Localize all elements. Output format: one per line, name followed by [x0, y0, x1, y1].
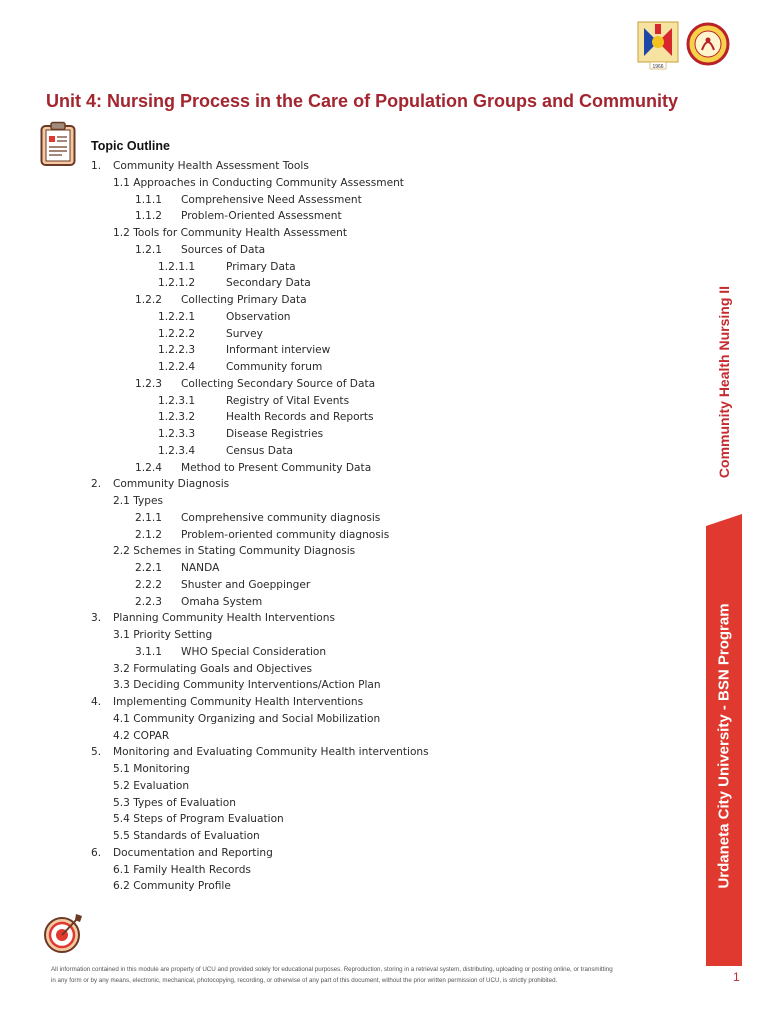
outline-item-number: 1.	[91, 160, 102, 172]
outline-item-text: 1.1 Approaches in Conducting Community Assessment	[113, 176, 404, 189]
outline-item-text: Monitoring and Evaluating Community Health interventions	[113, 746, 429, 759]
outline-item-number: 1.2.1.2	[158, 277, 196, 290]
outline-item-number: 1.2.2.2	[158, 327, 196, 340]
outline-item-text: Primary Data	[226, 260, 296, 273]
outline-item-text: Collecting Primary Data	[181, 294, 307, 306]
outline-item-number: 2.2.3	[135, 595, 162, 608]
outline-item-text: Survey	[226, 327, 263, 340]
outline-item-number: 1.2.2.4	[158, 361, 196, 373]
outline-item-text: NANDA	[181, 562, 220, 574]
outline-item-text: 4.2 COPAR	[113, 729, 170, 742]
outline-item-text: Shuster and Goeppinger	[181, 578, 311, 591]
outline-item-text: Comprehensive community diagnosis	[181, 511, 381, 524]
outline-item-number: 1.2.1.1	[158, 260, 196, 273]
outline-item-number: 1.2.2	[135, 294, 162, 306]
outline-item-text: Community forum	[226, 361, 323, 373]
outline-item-text: 3.2 Formulating Goals and Objectives	[113, 662, 313, 675]
outline-item-number: 1.2.3.2	[158, 411, 196, 424]
outline-item-text: Problem-Oriented Assessment	[181, 210, 342, 223]
outline-item-text: 3.3 Deciding Community Interventions/Action Plan	[113, 679, 381, 692]
outline-item-number: 1.2.2.1	[158, 310, 196, 323]
outline-item-text: Registry of Vital Events	[226, 394, 350, 407]
outline-item-text: Informant interview	[226, 344, 331, 357]
outline-item-text: Omaha System	[181, 595, 263, 608]
outline-item-text: Planning Community Health Interventions	[113, 612, 336, 625]
outline-item-text: 5.5 Standards of Evaluation	[113, 830, 260, 842]
course-title-text: Community Health Nursing II	[716, 285, 732, 479]
outline-item-text: Comprehensive Need Assessment	[181, 193, 362, 206]
outline-item-text: Disease Registries	[226, 428, 324, 440]
notice-line-2: in any form or by any means, electronic, mechanical, photocopying, recording, or otherwise of any part of this document, without the prior written permission of UCU, is strictly prohibited.	[51, 977, 558, 984]
outline-item-text: Sources of Data	[181, 243, 266, 256]
outline-item-number: 3.	[91, 612, 102, 625]
page-number: 1	[733, 970, 740, 984]
outline-item-number: 1.2.3.3	[158, 428, 196, 440]
course-title-vertical	[711, 262, 737, 502]
outline-item-number: 2.2.1	[135, 562, 162, 574]
notice-line-1: All information contained in this module are property of UCU and provided solely for educational purposes. Reproduction, storing in a retrieval system, distributing, uploading or posting online, or transmitting	[51, 966, 613, 973]
outline-item-text: Community Diagnosis	[113, 478, 230, 491]
outline-item-number: 1.2.3	[135, 377, 162, 390]
outline-item-text: Secondary Data	[226, 277, 311, 290]
outline-item-text: Problem-oriented community diagnosis	[181, 528, 390, 541]
header-logos	[636, 16, 730, 72]
outline-item-text: Community Health Assessment Tools	[113, 160, 309, 172]
outline-item-number: 2.1.1	[135, 511, 162, 524]
outline-item-text: 5.1 Monitoring	[113, 763, 190, 775]
outline-item-number: 4.	[91, 696, 102, 708]
outline-item-text: 3.1 Priority Setting	[113, 629, 213, 641]
outline-item-number: 1.1.1	[135, 193, 162, 206]
logo-year: 1966	[652, 64, 664, 70]
outline-item-text: Observation	[226, 310, 291, 323]
unit-title: Unit 4: Nursing Process in the Care of Population Groups and Community	[46, 91, 679, 111]
topic-outline-heading: Topic Outline	[91, 139, 170, 153]
outline-item-text: Implementing Community Health Interventions	[113, 696, 364, 708]
outline-item-text: 2.2 Schemes in Stating Community Diagnosis	[113, 545, 356, 558]
ched-logo-icon	[636, 16, 680, 72]
outline-item-text: 4.1 Community Organizing and Social Mobilization	[113, 712, 381, 725]
outline-item-number: 5.	[91, 746, 102, 759]
outline-item-number: 1.1.2	[135, 210, 162, 223]
outline-item-text: Documentation and Reporting	[113, 846, 273, 859]
outline-item-text: 5.2 Evaluation	[113, 779, 190, 792]
program-title-text: Urdaneta City University - BSN Program	[715, 603, 733, 889]
copyright-notice	[51, 964, 701, 986]
outline-item-number: 1.2.4	[135, 461, 162, 474]
university-seal-icon	[686, 16, 730, 72]
outline-item-text: 6.2 Community Profile	[113, 880, 231, 893]
outline-item-text: 5.3 Types of Evaluation	[113, 796, 236, 809]
outline-item-text: 2.1 Types	[113, 495, 164, 507]
outline-item-number: 1.2.3.1	[158, 394, 196, 407]
outline-item-text: Method to Present Community Data	[181, 461, 372, 474]
outline-item-text: 1.2 Tools for Community Health Assessment	[113, 227, 347, 239]
outline-item-number: 2.2.2	[135, 578, 162, 591]
clipboard-icon	[40, 121, 76, 167]
outline-item-number: 1.2.1	[135, 243, 162, 256]
outline-item-number: 3.1.1	[135, 645, 162, 658]
outline-item-text: 6.1 Family Health Records	[113, 863, 251, 876]
outline-item-number: 2.	[91, 478, 102, 491]
outline-item-number: 2.1.2	[135, 528, 162, 541]
outline-item-text: Collecting Secondary Source of Data	[181, 377, 376, 390]
outline-item-number: 6.	[91, 846, 102, 859]
outline-item-text: WHO Special Consideration	[181, 645, 327, 658]
outline-item-text: Census Data	[226, 444, 294, 457]
outline-item-text: Health Records and Reports	[226, 411, 374, 424]
program-banner	[706, 526, 742, 966]
outline-item-text: 5.4 Steps of Program Evaluation	[113, 813, 284, 826]
target-icon	[42, 912, 84, 954]
outline-item-number: 1.2.3.4	[158, 444, 196, 457]
outline-item-number: 1.2.2.3	[158, 344, 196, 357]
